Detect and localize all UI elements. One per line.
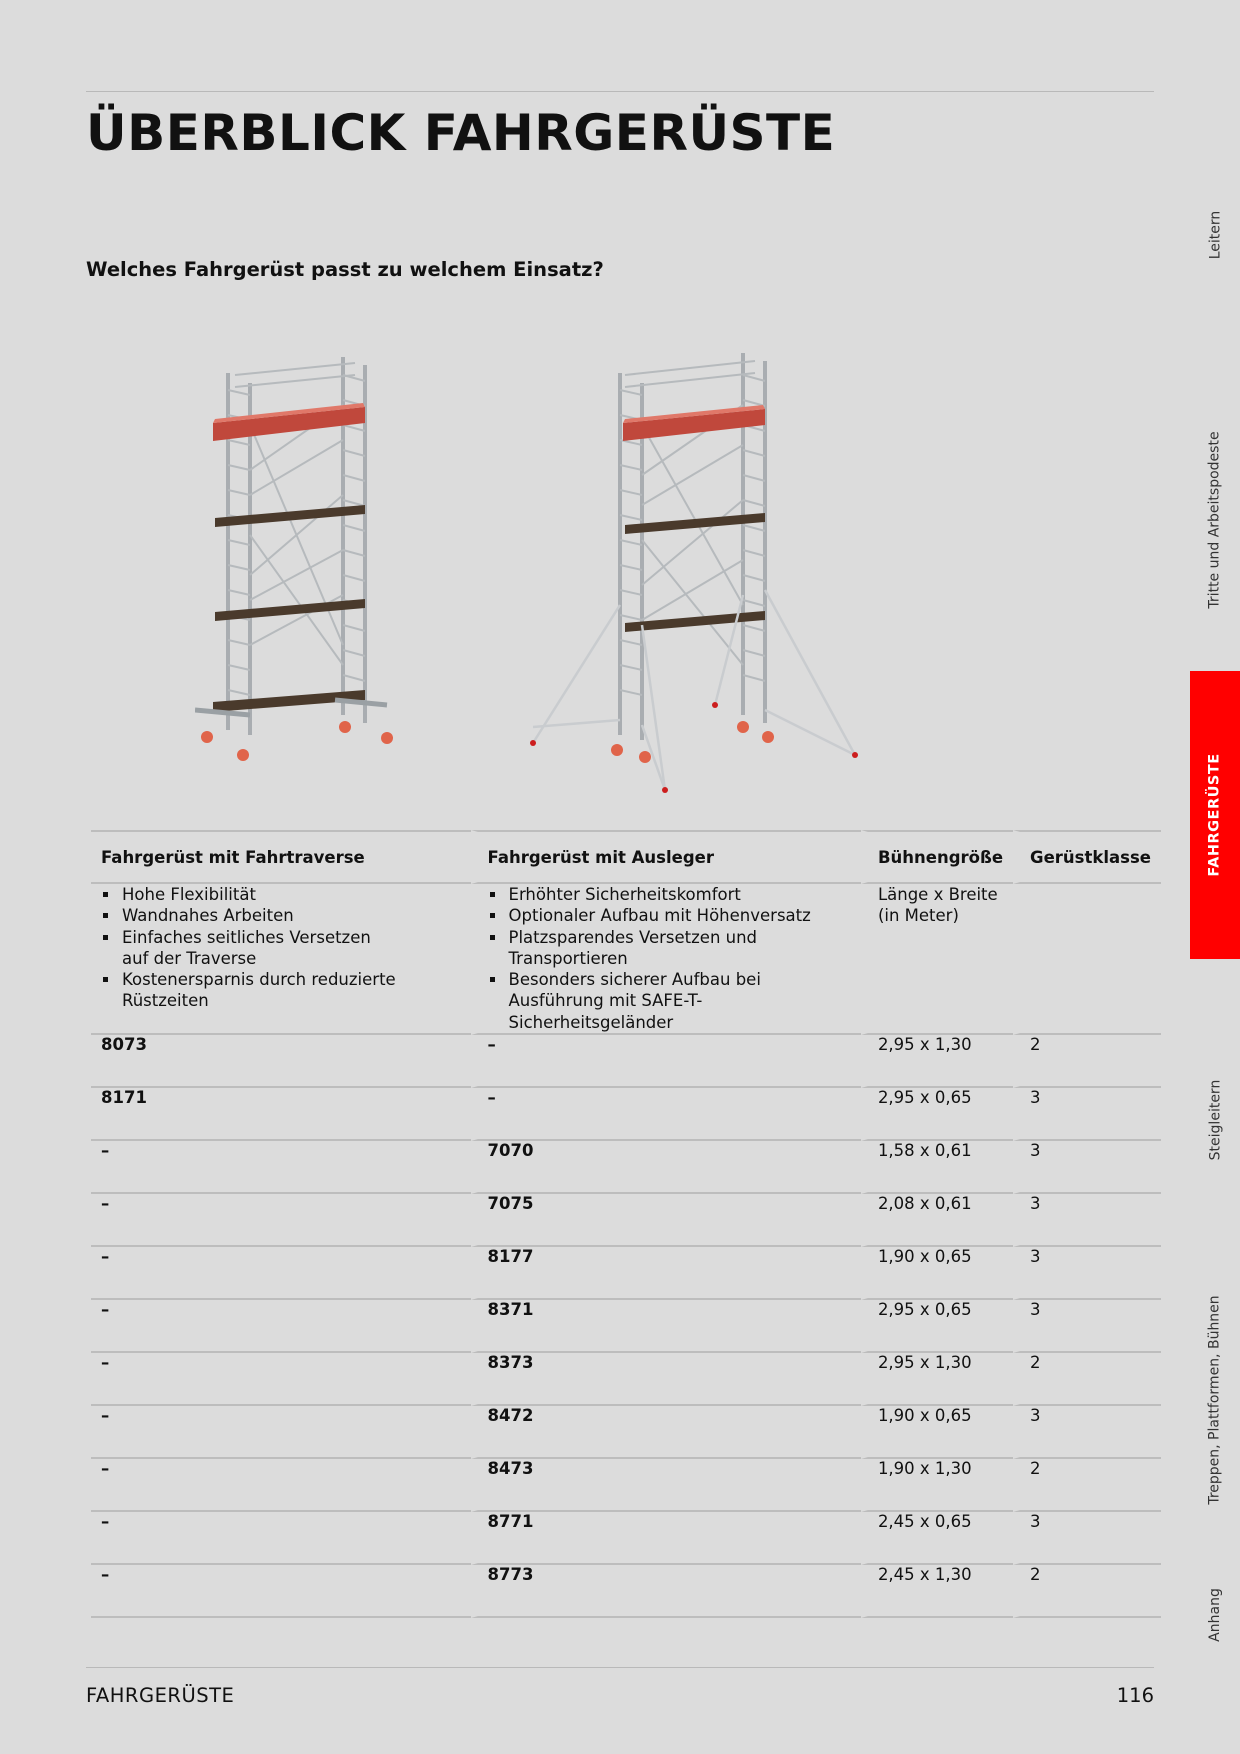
cell-fahrtraverse: –	[91, 1194, 471, 1247]
top-divider	[86, 91, 1154, 92]
table-row	[91, 1088, 1161, 1141]
nav-tab-fahrgerueste[interactable]: FAHRGERÜSTE	[1190, 671, 1240, 959]
size-note-line: Länge x Breite	[877, 885, 998, 904]
scaffold-overview-table	[91, 830, 1161, 1618]
cell-ausleger: 8373	[471, 1353, 861, 1406]
cell-size: 2,45 x 1,30	[861, 1565, 1013, 1618]
cell-size: 2,45 x 0,65	[861, 1512, 1013, 1565]
table-row	[91, 1300, 1161, 1353]
feature-item: Einfaches seitliches Versetzen auf der Traverse	[101, 927, 461, 970]
feature-list-fahrtraverse	[101, 884, 461, 1012]
cell-klasse: 3	[1013, 1247, 1161, 1300]
cell-klasse: 2	[1013, 1353, 1161, 1406]
bottom-divider	[86, 1667, 1154, 1668]
features-row	[91, 884, 1161, 1035]
table-header-row	[91, 830, 1161, 884]
cell-ausleger: 7070	[471, 1141, 861, 1194]
feature-item: Platzsparendes Versetzen und Transportieren	[488, 927, 851, 970]
cell-fahrtraverse: –	[91, 1353, 471, 1406]
cell-klasse: 2	[1013, 1565, 1161, 1618]
page-number: 116	[1116, 1684, 1154, 1707]
cell-ausleger: 8771	[471, 1512, 861, 1565]
nav-tab-treppen[interactable]: Treppen, Plattformen, Bühnen	[1207, 1295, 1223, 1505]
cell-ausleger: 8773	[471, 1565, 861, 1618]
footer-section-label: FAHRGERÜSTE	[86, 1684, 235, 1707]
cell-size: 1,58 x 0,61	[861, 1141, 1013, 1194]
cell-fahrtraverse: 8171	[91, 1088, 471, 1141]
cell-size: 2,08 x 0,61	[861, 1194, 1013, 1247]
feature-list-ausleger	[488, 884, 851, 1033]
cell-klasse: 3	[1013, 1141, 1161, 1194]
cell-klasse: 3	[1013, 1088, 1161, 1141]
cell-size: 1,90 x 0,65	[861, 1406, 1013, 1459]
header-geruestklasse: Gerüstklasse	[1013, 830, 1161, 884]
cell-fahrtraverse: 8073	[91, 1035, 471, 1088]
side-navigation	[1190, 0, 1240, 1754]
cell-fahrtraverse: –	[91, 1565, 471, 1618]
cell-fahrtraverse: –	[91, 1459, 471, 1512]
cell-size: 1,90 x 1,30	[861, 1459, 1013, 1512]
size-note-line: (in Meter)	[877, 906, 959, 926]
cell-size: 2,95 x 0,65	[861, 1088, 1013, 1141]
table-row	[91, 1459, 1161, 1512]
header-buehnengroesse: Bühnengröße	[861, 830, 1013, 884]
nav-tab-leitern[interactable]: Leitern	[1206, 210, 1223, 260]
cell-size: 2,95 x 1,30	[861, 1353, 1013, 1406]
table-row	[91, 1247, 1161, 1300]
cell-size: 1,90 x 0,65	[861, 1247, 1013, 1300]
cell-ausleger: 8177	[471, 1247, 861, 1300]
cell-ausleger: –	[471, 1035, 861, 1088]
cell-ausleger: 8473	[471, 1459, 861, 1512]
nav-tab-tritte[interactable]: Tritte und Arbeitspodeste	[1207, 431, 1223, 609]
feature-item: Hohe Flexibilität	[101, 884, 461, 905]
nav-tab-anhang[interactable]: Anhang	[1207, 1588, 1224, 1642]
scaffold-fahrtraverse-image	[195, 345, 405, 770]
cell-ausleger: 8472	[471, 1406, 861, 1459]
page-subtitle: Welches Fahrgerüst passt zu welchem Einsatz?	[86, 258, 604, 281]
feature-item: Kostenersparnis durch reduzierte Rüstzeiten	[101, 969, 461, 1012]
feature-item: Erhöhter Sicherheitskomfort	[488, 884, 851, 905]
cell-klasse: 3	[1013, 1194, 1161, 1247]
cell-klasse: 2	[1013, 1459, 1161, 1512]
page-title: ÜBERBLICK FAHRGERÜSTE	[86, 104, 836, 162]
cell-klasse: 2	[1013, 1035, 1161, 1088]
cell-ausleger: 7075	[471, 1194, 861, 1247]
cell-ausleger: 8371	[471, 1300, 861, 1353]
cell-fahrtraverse: –	[91, 1141, 471, 1194]
features-fahrtraverse	[91, 884, 471, 1035]
cell-klasse: 3	[1013, 1406, 1161, 1459]
cell-ausleger: –	[471, 1088, 861, 1141]
header-fahrtraverse: Fahrgerüst mit Fahrtraverse	[91, 830, 471, 884]
feature-item: Besonders sicherer Aufbau bei Ausführung mit SAFE-T-Sicherheitsgeländer	[488, 969, 851, 1033]
cell-size: 2,95 x 0,65	[861, 1300, 1013, 1353]
table-row	[91, 1406, 1161, 1459]
size-note	[861, 884, 1013, 1035]
header-ausleger: Fahrgerüst mit Ausleger	[471, 830, 861, 884]
scaffold-ausleger-image	[525, 345, 870, 795]
table-row	[91, 1512, 1161, 1565]
feature-item: Optionaler Aufbau mit Höhenversatz	[488, 905, 851, 926]
cell-klasse: 3	[1013, 1300, 1161, 1353]
cell-size: 2,95 x 1,30	[861, 1035, 1013, 1088]
feature-item: Wandnahes Arbeiten	[101, 905, 461, 926]
features-ausleger	[471, 884, 861, 1035]
cell-fahrtraverse: –	[91, 1406, 471, 1459]
cell-fahrtraverse: –	[91, 1300, 471, 1353]
table-row	[91, 1353, 1161, 1406]
cell-fahrtraverse: –	[91, 1512, 471, 1565]
table-row	[91, 1194, 1161, 1247]
table-row	[91, 1565, 1161, 1618]
cell-klasse: 3	[1013, 1512, 1161, 1565]
table-row	[91, 1141, 1161, 1194]
cell-fahrtraverse: –	[91, 1247, 471, 1300]
nav-tab-steigleitern[interactable]: Steigleitern	[1207, 1079, 1223, 1161]
table-row	[91, 1035, 1161, 1088]
features-klasse-empty	[1013, 884, 1161, 1035]
